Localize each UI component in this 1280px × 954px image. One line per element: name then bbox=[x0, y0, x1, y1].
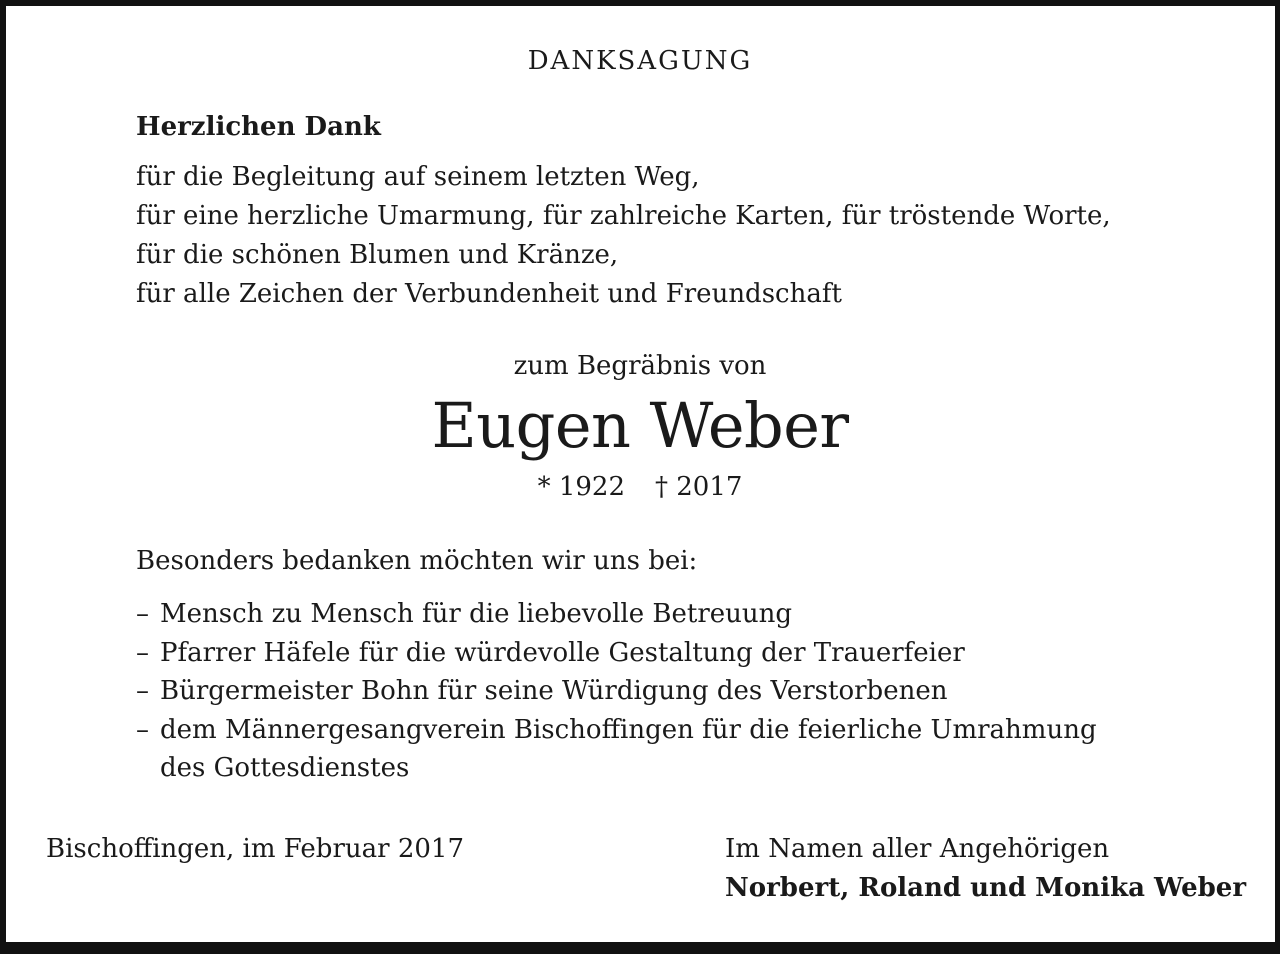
birth-year: * 1922 bbox=[537, 472, 625, 502]
intro-line: für die Begleitung auf seinem letzten Weg, bbox=[136, 162, 700, 192]
intro-line: für eine herzliche Umarmung, für zahlreiche Karten, für tröstende Worte, bbox=[136, 201, 1111, 231]
thanks-intro: Besonders bedanken möchten wir uns bei: bbox=[136, 546, 698, 576]
deceased-name: Eugen Weber bbox=[431, 389, 849, 462]
dash-marker: – bbox=[136, 599, 149, 629]
intro-line: für die schönen Blumen und Kränze, bbox=[136, 240, 619, 270]
signature-names: Norbert, Roland und Monika Weber bbox=[725, 873, 1247, 903]
notice-heading: DANKSAGUNG bbox=[527, 46, 753, 76]
list-item-text: Bürgermeister Bohn für seine Würdigung des Verstorbenen bbox=[160, 676, 948, 706]
dash-marker: – bbox=[136, 637, 149, 668]
funeral-lead: zum Begräbnis von bbox=[513, 351, 767, 381]
dash-marker: – bbox=[136, 676, 149, 706]
intro-lines bbox=[136, 158, 1111, 314]
list-item bbox=[136, 672, 1097, 711]
list-item bbox=[136, 595, 1097, 634]
list-item-continuation: des Gottesdienstes bbox=[160, 753, 410, 783]
dash-marker: – bbox=[136, 714, 149, 745]
intro-heading: Herzlichen Dank bbox=[136, 112, 381, 142]
list-item bbox=[136, 634, 1097, 673]
place-date: Bischoffingen, im Februar 2017 bbox=[46, 834, 464, 864]
death-year: † 2017 bbox=[655, 472, 743, 502]
life-dates bbox=[6, 472, 1274, 502]
intro-line: für alle Zeichen der Verbundenheit und Freundschaft bbox=[136, 279, 842, 309]
thanks-list bbox=[136, 595, 1097, 788]
signature-intro: Im Namen aller Angehörigen bbox=[725, 834, 1110, 864]
list-item-text: Mensch zu Mensch für die liebevolle Betreuung bbox=[160, 599, 793, 629]
list-item-text: Pfarrer Häfele für die würdevolle Gestaltung der Trauerfeier bbox=[160, 637, 965, 668]
list-item bbox=[136, 711, 1097, 750]
list-item-text: dem Männergesangverein Bischoffingen für die feierliche Umrahmung bbox=[160, 714, 1097, 745]
